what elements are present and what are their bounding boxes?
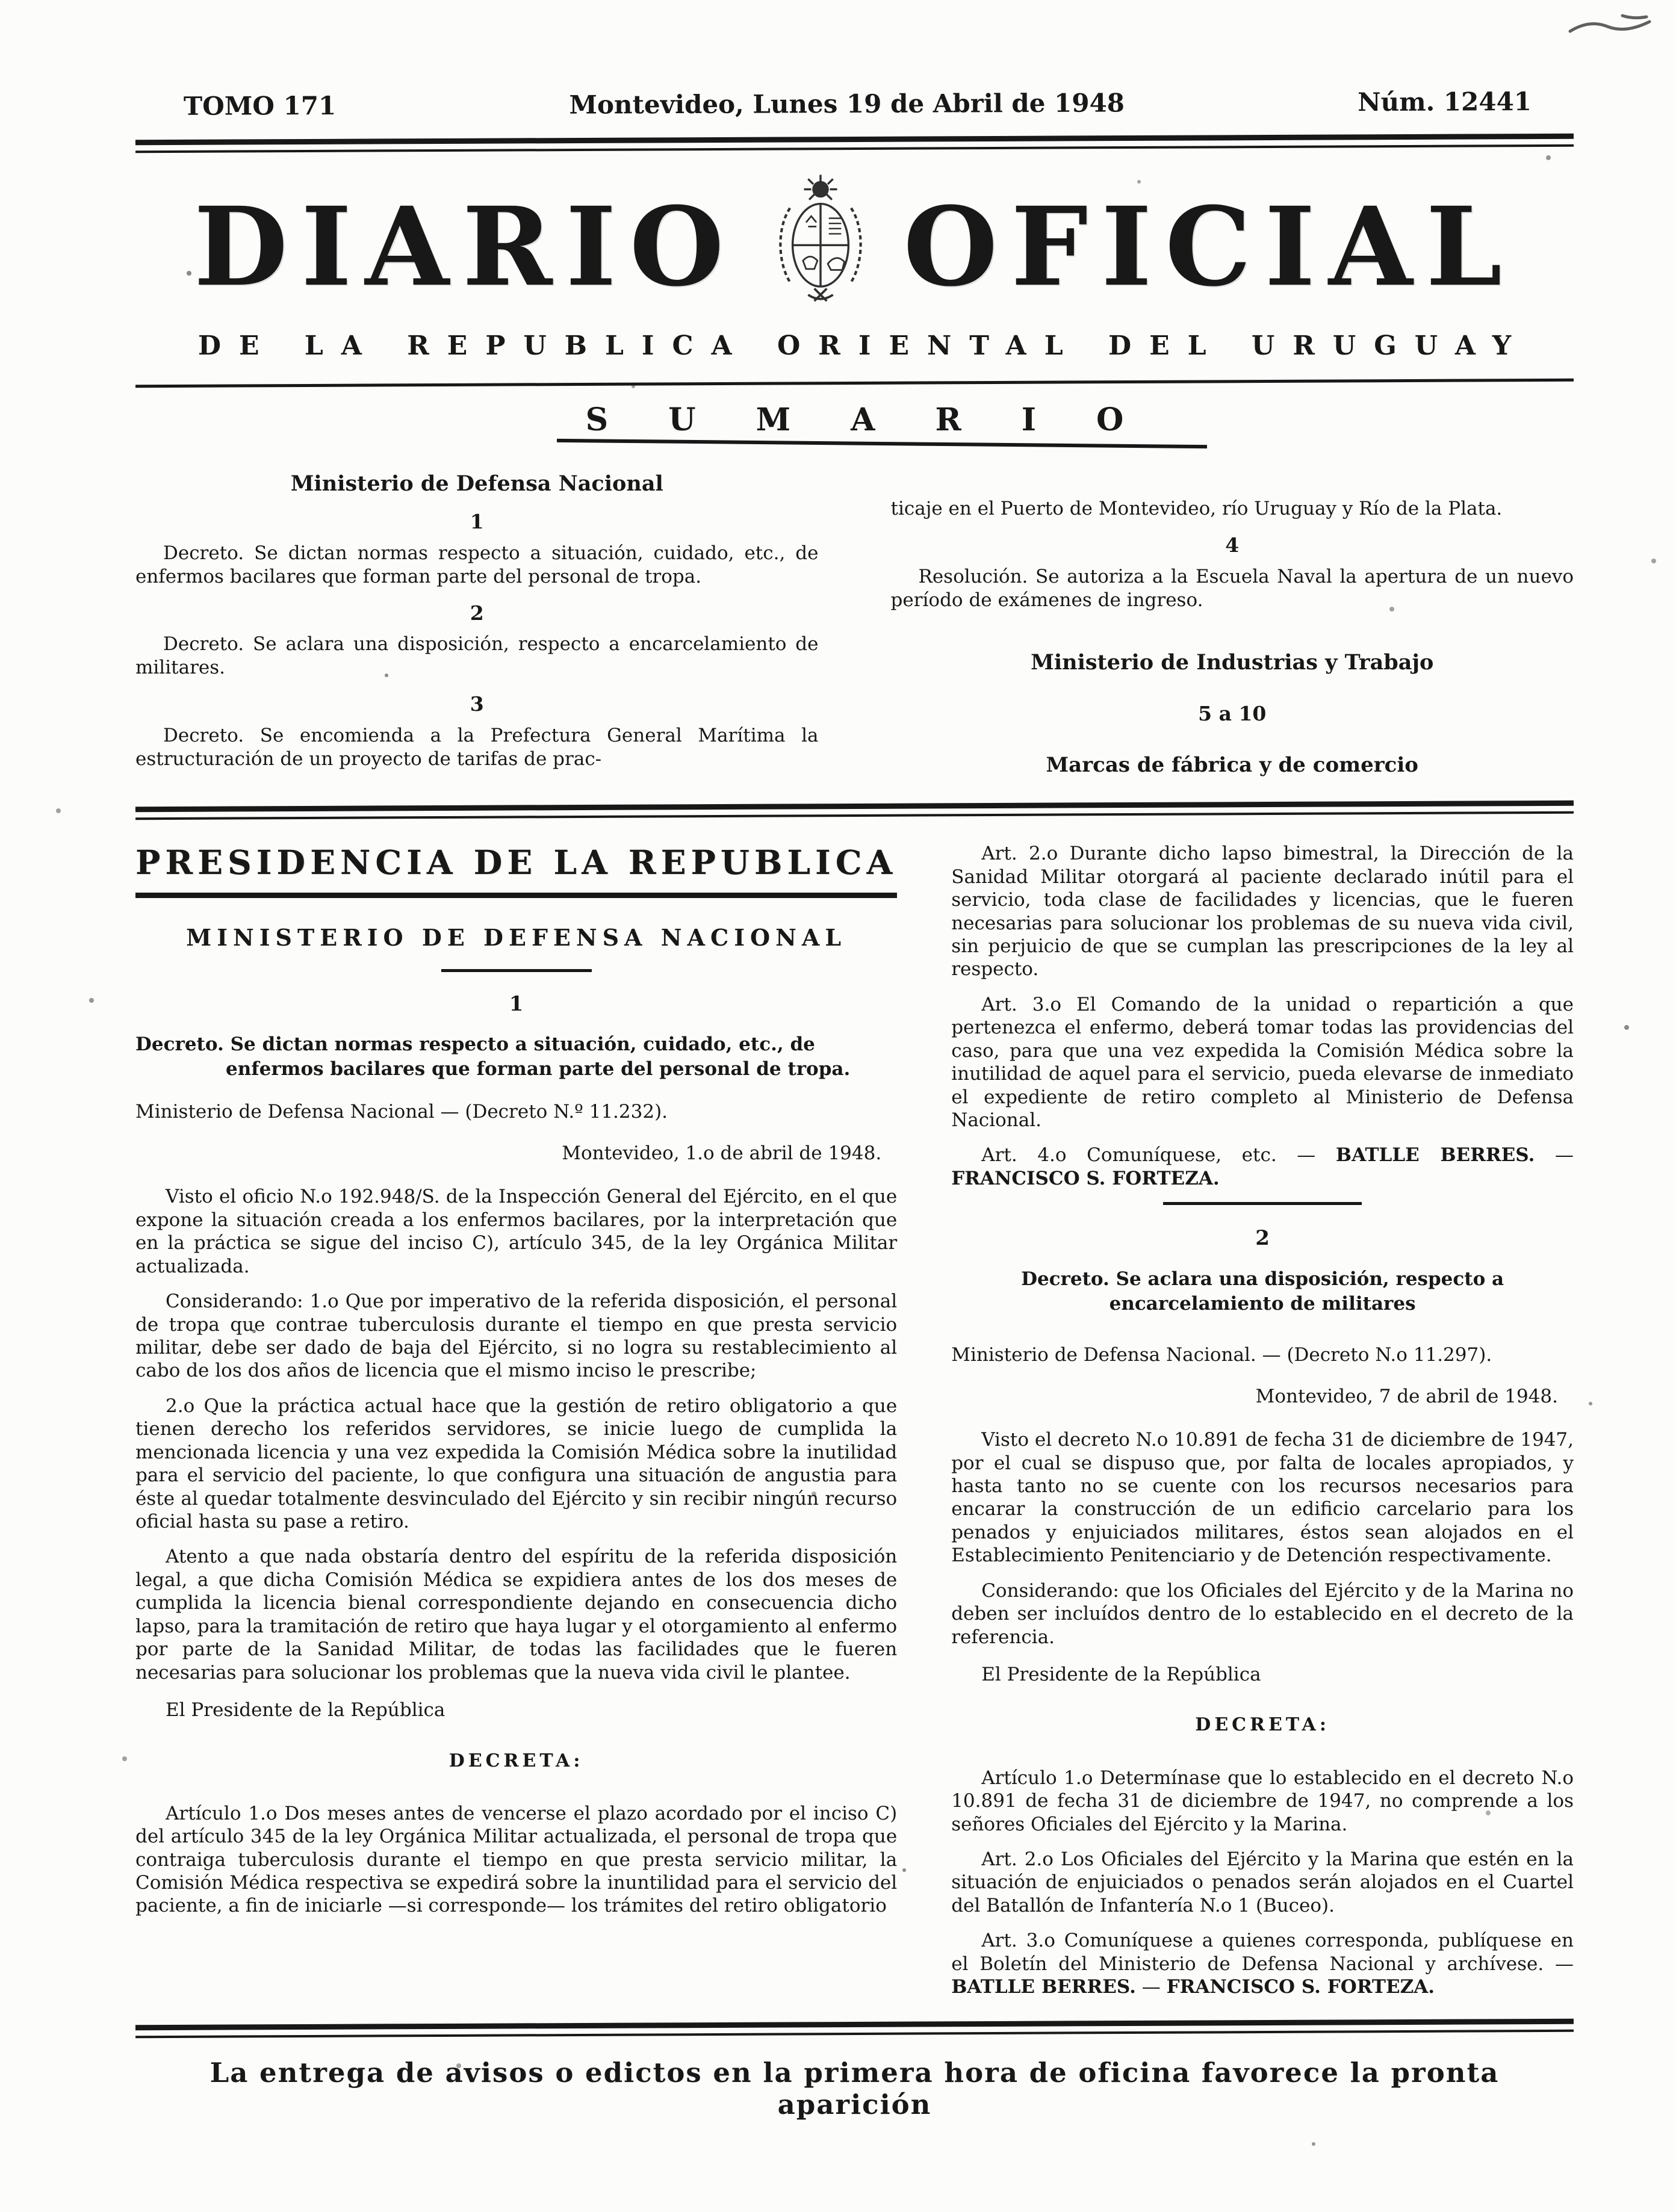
- summary-section: [135, 467, 1574, 778]
- article-text: Art. 4.o Comuníquese, etc. —: [981, 1144, 1336, 1166]
- decree-article-1: Artículo 1.o Determínase que lo establecido en el decreto N.o 10.891 de fecha 31 de diciembre de 1947, no comprende a los señores Oficiales del Ejército y la Marina.: [951, 1767, 1574, 1835]
- decree-source-line: Ministerio de Defensa Nacional — (Decreto N.º 11.232).: [135, 1101, 668, 1123]
- decreta-label: DECRETA:: [1195, 1714, 1330, 1736]
- summary-ministry-heading-2: Ministerio de Industrias y Trabajo: [1031, 649, 1434, 675]
- footer-notice: La entrega de avisos o edictos en la primera hora de oficina favorece la pronta aparición: [210, 2056, 1500, 2121]
- signature-batlle-berres: BATLLE BERRES.: [951, 1976, 1136, 1998]
- masthead-subtitle: DE LA REPUBLICA ORIENTAL DEL URUGUAY: [197, 330, 1530, 361]
- main-body: [135, 842, 1574, 2010]
- signature-forteza: FRANCISCO S. FORTEZA.: [1166, 1976, 1435, 1998]
- decreta-label: DECRETA:: [448, 1750, 584, 1771]
- section-title: PRESIDENCIA DE LA REPUBLICA: [135, 843, 898, 882]
- header-rule: [135, 134, 1574, 153]
- section-divider-rule: [135, 801, 1574, 820]
- decree-paragraph-considerando-1: Considerando: 1.o Que por imperativo de la referida disposición, el personal de tropa que contrae tuberculosis durante el tiempo en que presta servicio militar, debe ser dado de baja del Ejército, si no logra su restablecimiento al cabo de los dos años de licencia que el mismo inciso le prescribe;: [135, 1290, 898, 1382]
- decree-number: 1: [509, 991, 524, 1016]
- masthead: [135, 181, 1574, 312]
- president-line: El Presidente de la República: [981, 1664, 1261, 1685]
- signature-separator: —: [1535, 1144, 1574, 1166]
- summary-item-continuation: ticaje en el Puerto de Montevideo, río Uruguay y Río de la Plata.: [890, 498, 1503, 519]
- decree-paragraph-visto: Visto el decreto N.o 10.891 de fecha 31 de diciembre de 1947, por el cual se dispuso que, por falta de locales apropiados, y hasta tanto no se cuente con los recursos necesarios para encarar la construcción de un edificio carcelario para los penados y enjuiciados militares, éstos sean alojados en el Establecimiento Penitenciario y de Detención respectivamente.: [951, 1429, 1574, 1567]
- ministry-heading-rule: [441, 969, 592, 972]
- summary-left-column: [135, 467, 819, 778]
- decree-dateline: Montevideo, 7 de abril de 1948.: [1255, 1385, 1558, 1407]
- decree-article-2: Art. 2.o Durante dicho lapso bimestral, la Dirección de la Sanidad Militar otorgará al paciente declarado inútil para el servicio, toda clase de facilidades y licencias, que le fueren necesarias para solucionar los problemas de su nueva vida civil, sin perjuicio de que se cumplan las prescripciones de la ley al respecto.: [951, 843, 1574, 981]
- summary-item: Resolución. Se autoriza a la Escuela Naval la apertura de un nuevo período de exámenes de ingreso.: [890, 565, 1574, 611]
- summary-ministry-heading: Ministerio de Defensa Nacional: [290, 471, 663, 496]
- decree-number: 2: [1255, 1226, 1270, 1251]
- summary-item: Decreto. Se encomienda a la Prefectura General Marítima la estructuración de un proyecto de tarifas de prac-: [135, 725, 819, 770]
- masthead-title-right: OFICIAL: [903, 183, 1516, 311]
- summary-right-column: [891, 467, 1574, 778]
- decree-paragraph-atento: Atento a que nada obstaría dentro del espíritu de la referida disposición legal, a que dicha Comisión Médica se expidiera antes de los dos meses de cumplida la licencia bienal correspondiente dejando en consecuencia dicho lapso, para la tramitación de retiro que haya lugar y el otorgamiento al enfermo por parte de la Sanidad Militar, de todas las facilidades que le fueren necesarias para solucionar los problemas que la nueva vida civil le plantee.: [135, 1546, 898, 1684]
- summary-item-number: 3: [470, 692, 484, 716]
- decree-article-1: Artículo 1.o Dos meses antes de vencerse el plazo acordado por el inciso C) del artículo 345 de la ley Orgánica Militar actualizada, el personal de tropa que contraiga tuberculosis durante el tiempo en que presta servicio militar, la Comisión Médica respectiva se expedirá sobre la inuntilidad para el servicio del paciente, a fin de iniciarle —si corresponde— los trámites del retiro obligatorio: [135, 1802, 898, 1917]
- article-text: Art. 3.o Comuníquese a quienes corresponda, publíquese en el Boletín del Ministerio de Defensa Nacional y archívese. —: [951, 1930, 1574, 1975]
- decree-article-4: [951, 1144, 1574, 1190]
- masthead-rule: [135, 379, 1574, 388]
- decree-paragraph-considerando-2: 2.o Que la práctica actual hace que la gestión de retiro obligatorio a que tienen derecho los referidos servidores, se inicie luego de cumplida la mencionada licencia y una vez expedida la Comisión Médica sobre la inutilidad para el servicio del paciente, lo que configura una situación de angustia para éste al quedar totalmente desvinculado del Ejército y sin recibir ningún recurso oficial hasta su pase a retiro.: [135, 1395, 898, 1533]
- ministry-heading: MINISTERIO DE DEFENSA NACIONAL: [186, 924, 847, 952]
- summary-title-rule: [556, 439, 1206, 448]
- decree-article-2: Art. 2.o Los Oficiales del Ejército y la Marina que estén en la situación de enjuiciados o penados serán alojados en el Cuartel del Batallón de Infantería N.o 1 (Buceo).: [951, 1848, 1574, 1916]
- summary-item: Decreto. Se dictan normas respecto a situación, cuidado, etc., de enfermos bacilares que forman parte del personal de tropa.: [135, 542, 819, 587]
- signature-forteza: FRANCISCO S. FORTEZA.: [951, 1167, 1220, 1189]
- coat-of-arms-uruguay-icon: [769, 173, 872, 312]
- president-line: El Presidente de la República: [166, 1699, 445, 1721]
- summary-subject: Marcas de fábrica y de comercio: [1046, 753, 1418, 778]
- summary-item-number: 1: [470, 510, 484, 534]
- summary-title: SUMARIO: [585, 401, 1184, 438]
- section-title-rule: [135, 893, 897, 898]
- pen-mark: [1565, 8, 1656, 45]
- summary-item-number: 2: [470, 601, 484, 625]
- decree-source-line: Ministerio de Defensa Nacional. — (Decreto N.o 11.297).: [951, 1344, 1492, 1366]
- summary-item-range: 5 a 10: [1198, 701, 1267, 725]
- decree-article-3: Art. 3.o El Comando de la unidad o repartición a que pertenezca el enfermo, deberá tomar todas las providencias del caso, para que una vez expedida la Comisión Médica sobre la inutilidad de aquel para el servicio, pueda elevarse de inmediato el expediente de retiro completo al Ministerio de Defensa Nacional.: [951, 993, 1574, 1132]
- main-left-column: [135, 842, 897, 2010]
- signature-batlle-berres: BATLLE BERRES.: [1335, 1144, 1535, 1166]
- issue-header: [135, 87, 1574, 121]
- summary-item-number: 4: [1225, 533, 1240, 557]
- summary-item: Decreto. Se aclara una disposición, respecto a encarcelamiento de militares.: [135, 633, 819, 679]
- decree-paragraph-visto: Visto el oficio N.o 192.948/S. de la Inspección General del Ejército, en el que expone la situación creada a los enfermos bacilares, por la interpretación que en la práctica se sigue del inciso C), artículo 345, de la ley Orgánica Militar actualizada.: [135, 1186, 898, 1277]
- decree-title: Decreto. Se aclara una disposición, respecto a encarcelamiento de militares: [1021, 1268, 1504, 1315]
- footer-rule: [135, 2018, 1574, 2037]
- main-right-column: [951, 842, 1574, 2010]
- decree-paragraph-considerando: Considerando: que los Oficiales del Ejército y de la Marina no deben ser incluídos dentro de lo establecido en el decreto de la referencia.: [951, 1579, 1574, 1648]
- decree-article-3: [951, 1929, 1574, 1998]
- masthead-title-left: DIARIO: [193, 183, 737, 311]
- signature-separator: —: [1135, 1976, 1167, 1998]
- decree-dateline: Montevideo, 1.o de abril de 1948.: [562, 1142, 882, 1164]
- tomo-label: TOMO 171: [183, 91, 337, 121]
- issue-date: Montevideo, Lunes 19 de Abril de 1948: [569, 88, 1125, 120]
- issue-number: Núm. 12441: [1358, 87, 1532, 117]
- decree-title: Decreto. Se dictan normas respecto a situación, cuidado, etc., de enfermos bacilares que forman parte del personal de tropa.: [135, 1033, 851, 1080]
- decree-divider-rule: [1163, 1202, 1362, 1205]
